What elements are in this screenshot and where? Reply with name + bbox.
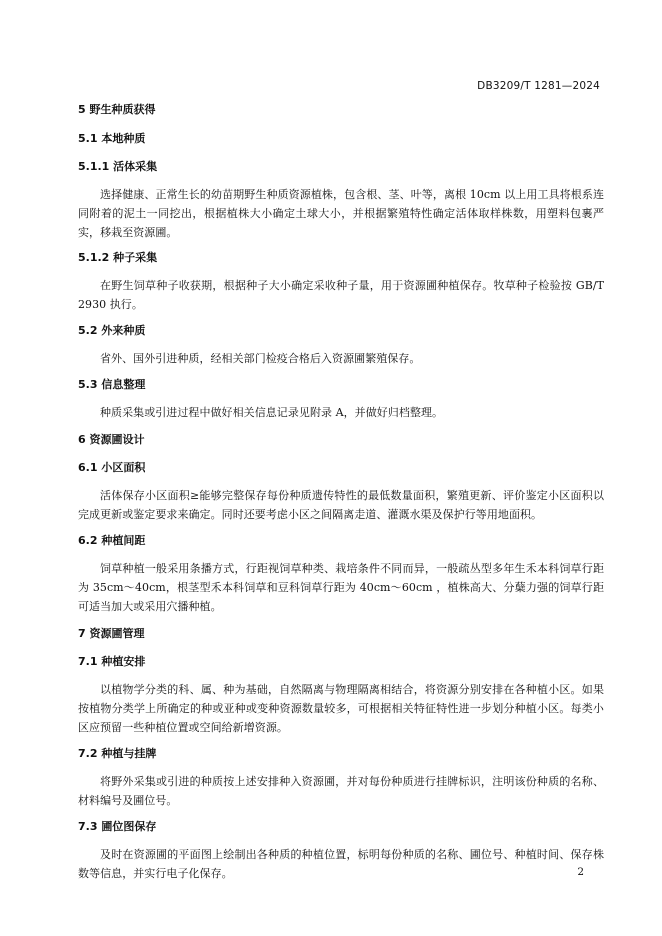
section-heading: 5.1.1 活体采集 xyxy=(78,160,158,173)
paragraph: 活体保存小区面积≥能够完整保存每份种质遗传特性的最低数量面积，繁殖更新、评价鉴定小区面积以完成更新或鉴定要求来确定。同时还要考虑小区之间隔离走道、灌溉水渠及保护行等用地面积。 xyxy=(78,489,604,521)
section-heading: 6 资源圃设计 xyxy=(78,433,145,446)
paragraph: 种质采集或引进过程中做好相关信息记录见附录 A，并做好归档整理。 xyxy=(100,406,444,419)
section-heading: 5 野生种质获得 xyxy=(78,103,156,116)
document-id: DB3209/T 1281—2024 xyxy=(477,80,600,92)
section-heading: 6.2 种植间距 xyxy=(78,534,146,547)
paragraph: 将野外采集或引进的种质按上述安排种入资源圃，并对每份种质进行挂牌标识，注明该份种质的名称、材料编号及圃位号。 xyxy=(78,775,604,807)
section-heading: 7.2 种植与挂牌 xyxy=(78,747,157,760)
section-heading: 7.3 圃位图保存 xyxy=(78,820,157,833)
section-heading: 7.1 种植安排 xyxy=(78,655,146,668)
section-heading: 7 资源圃管理 xyxy=(78,627,145,640)
paragraph: 选择健康、正常生长的幼苗期野生种质资源植株，包含根、茎、叶等，离根 10cm 以上用工具将根系连同附着的泥土一同挖出，根据植株大小确定土球大小，并根据繁殖特性确定活体取样株数，用塑料包裹严实，移栽至资源圃。 xyxy=(78,188,604,239)
section-heading: 5.3 信息整理 xyxy=(78,378,146,391)
paragraph: 以植物学分类的科、属、种为基础，自然隔离与物理隔离相结合，将资源分别安排在各种植小区。如果按植物分类学上所确定的种或亚种或变种资源数量较多，可根据相关特征特性进一步划分种植小区。每类小区应预留一些种植位置或空间给新增资源。 xyxy=(78,683,604,734)
section-heading: 5.1 本地种质 xyxy=(78,132,146,145)
paragraph: 饲草种植一般采用条播方式，行距视饲草种类、栽培条件不同而异，一般疏丛型多年生禾本科饲草行距为 35cm～40cm，根茎型禾本科饲草和豆科饲草行距为 40cm～60cm ，植株高大、分蘖力强的饲草行距可适当加大或采用穴播种植。 xyxy=(78,562,604,613)
paragraph: 省外、国外引进种质，经相关部门检疫合格后入资源圃繁殖保存。 xyxy=(100,352,421,365)
section-heading: 6.1 小区面积 xyxy=(78,461,146,474)
section-heading: 5.2 外来种质 xyxy=(78,324,146,337)
document-body xyxy=(78,100,604,883)
section-heading: 5.1.2 种子采集 xyxy=(78,251,158,264)
page-number: 2 xyxy=(577,866,584,878)
paragraph: 在野生饲草种子收获期，根据种子大小确定采收种子量，用于资源圃种植保存。牧草种子检验按 GB/T 2930 执行。 xyxy=(78,279,604,311)
paragraph: 及时在资源圃的平面图上绘制出各种质的种植位置，标明每份种质的名称、圃位号、种植时间、保存株数等信息，并实行电子化保存。 xyxy=(78,848,604,880)
